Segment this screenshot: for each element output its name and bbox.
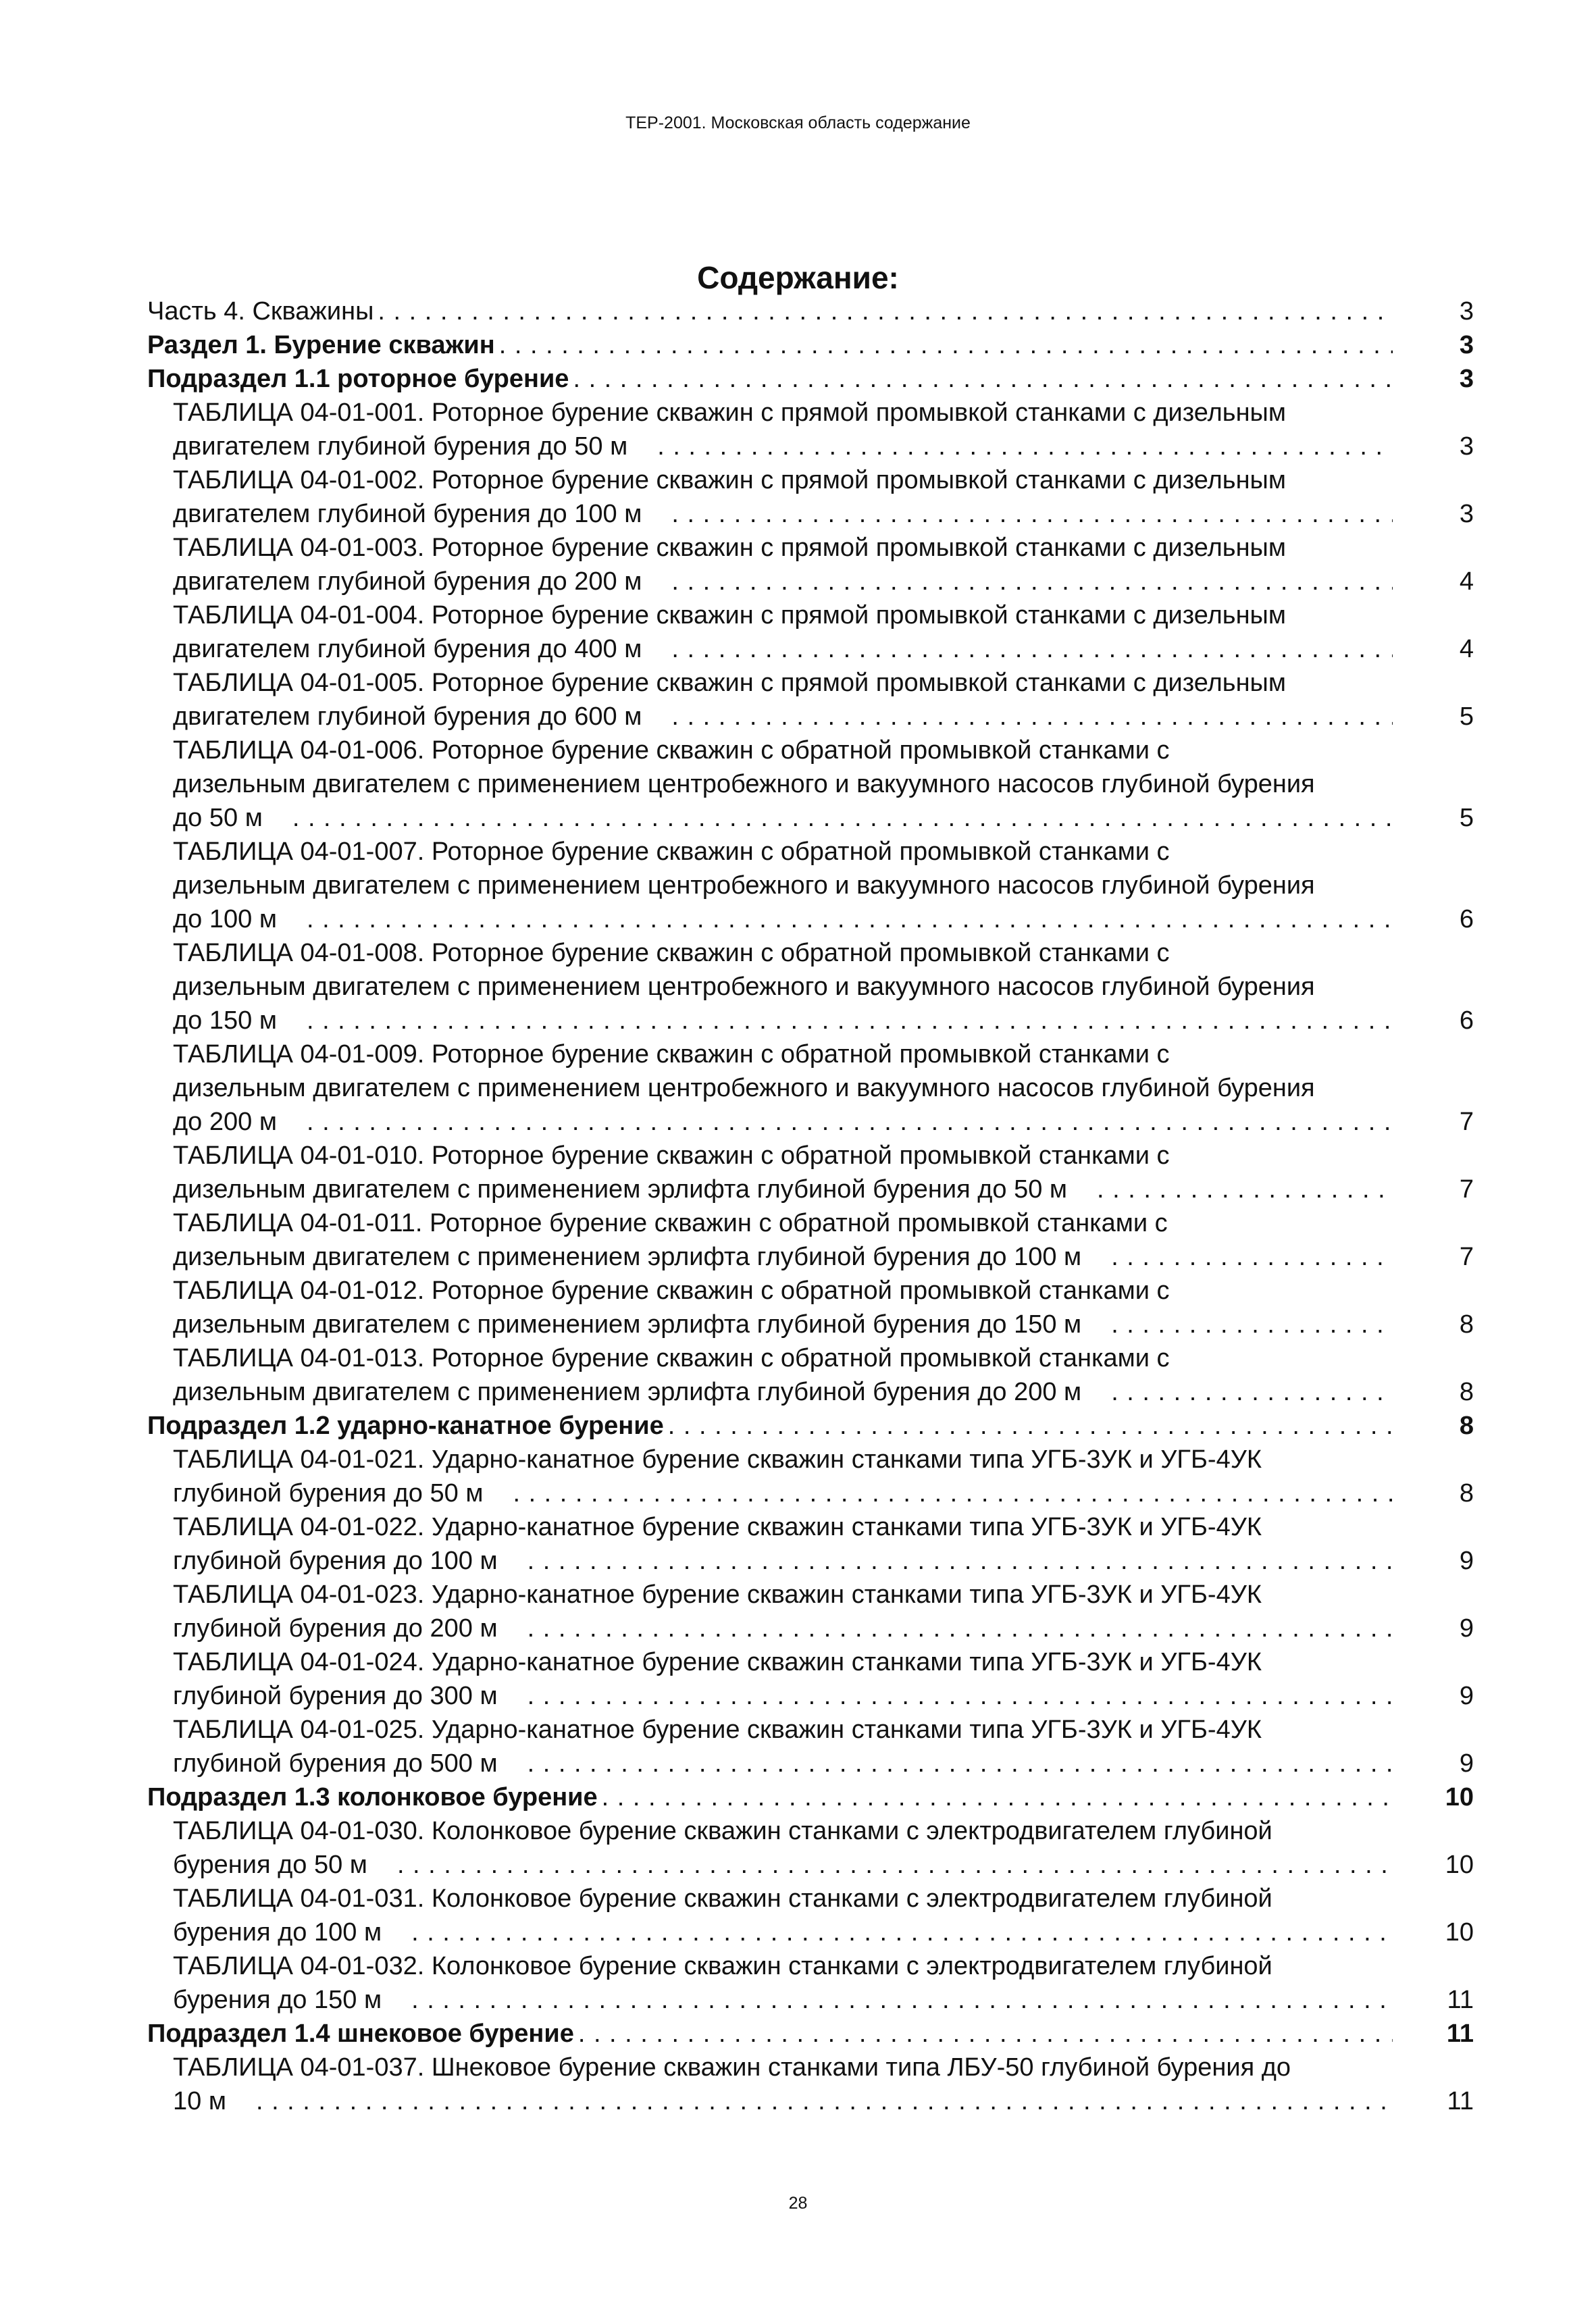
toc-page-number: 3 xyxy=(1459,365,1474,393)
toc-title: Содержание: xyxy=(697,260,899,295)
toc-entry-line: Подраздел 1.1 роторное бурение xyxy=(147,365,569,393)
toc-entry-line: ТАБЛИЦА 04-01-008. Роторное бурение скважин с обратной промывкой станками с xyxy=(173,939,1170,967)
toc-entry[interactable] xyxy=(147,1443,1474,1510)
dot-leader xyxy=(498,1747,1393,1780)
toc-entry[interactable] xyxy=(147,328,1474,362)
toc-page-number: 10 xyxy=(1445,1918,1474,1947)
running-header: ТЕР-2001. Московская область содержание xyxy=(625,113,971,132)
toc-entry[interactable] xyxy=(147,1645,1474,1713)
toc-entry[interactable] xyxy=(147,1037,1474,1139)
toc-entry-line: бурения до 150 м xyxy=(173,1986,382,2014)
toc-entry-text xyxy=(147,294,1393,328)
table-of-contents xyxy=(147,294,1474,2118)
toc-entry[interactable] xyxy=(147,362,1474,396)
toc-page-number: 5 xyxy=(1459,702,1474,731)
toc-entry-text xyxy=(147,1578,1393,1645)
toc-entry-text xyxy=(147,1780,1393,1814)
toc-entry-line: ТАБЛИЦА 04-01-032. Колонковое бурение скважин станками с электродвигателем глубиной xyxy=(173,1952,1272,1980)
toc-page-number: 10 xyxy=(1445,1783,1474,1811)
toc-page-number: 11 xyxy=(1447,1986,1474,2014)
toc-entry-line: бурения до 50 м xyxy=(173,1851,367,1879)
dot-leader xyxy=(569,362,1393,396)
dot-leader xyxy=(574,2017,1393,2051)
toc-entry[interactable] xyxy=(147,294,1474,328)
dot-leader xyxy=(277,1105,1393,1139)
toc-entry-line: ТАБЛИЦА 04-01-004. Роторное бурение скважин с прямой промывкой станками с дизельным xyxy=(173,601,1286,629)
toc-entry[interactable] xyxy=(147,1409,1474,1443)
toc-entry-line: дизельным двигателем с применением эрлифта глубиной бурения до 100 м xyxy=(173,1243,1082,1271)
toc-page-number: 7 xyxy=(1459,1175,1474,1204)
toc-entry-line: ТАБЛИЦА 04-01-021. Ударно-канатное бурение скважин станками типа УГБ-3УК и УГБ-4УК xyxy=(173,1445,1262,1474)
toc-entry-line: Раздел 1. Бурение скважин xyxy=(147,331,495,359)
toc-entry-line: ТАБЛИЦА 04-01-009. Роторное бурение скважин с обратной промывкой станками с xyxy=(173,1040,1170,1069)
toc-entry-line: дизельным двигателем с применением эрлифта глубиной бурения до 200 м xyxy=(173,1378,1082,1406)
toc-entry-text xyxy=(147,1443,1393,1510)
dot-leader xyxy=(498,1612,1393,1645)
dot-leader xyxy=(495,328,1393,362)
toc-entry-text xyxy=(147,1274,1393,1341)
toc-entry-text xyxy=(147,1206,1393,1274)
toc-page-number: 8 xyxy=(1459,1479,1474,1508)
toc-entry-text xyxy=(147,1949,1393,2017)
toc-entry[interactable] xyxy=(147,835,1474,936)
toc-entry-text xyxy=(147,2051,1393,2118)
toc-page-number: 8 xyxy=(1459,1310,1474,1339)
toc-page-number: 5 xyxy=(1459,804,1474,832)
toc-entry-line: ТАБЛИЦА 04-01-005. Роторное бурение скважин с прямой промывкой станками с дизельным xyxy=(173,669,1286,697)
toc-entry-line: глубиной бурения до 50 м xyxy=(173,1479,484,1508)
toc-entry-text xyxy=(147,1409,1393,1443)
toc-entry-text xyxy=(147,1713,1393,1780)
toc-entry-text xyxy=(147,598,1393,666)
dot-leader xyxy=(642,632,1393,666)
toc-entry[interactable] xyxy=(147,463,1474,531)
toc-entry-line: ТАБЛИЦА 04-01-030. Колонковое бурение скважин станками с электродвигателем глубиной xyxy=(173,1817,1272,1845)
toc-entry-text xyxy=(147,1139,1393,1206)
toc-entry-text xyxy=(147,396,1393,463)
toc-page-number: 11 xyxy=(1446,2020,1474,2048)
toc-entry-line: Часть 4. Скважины xyxy=(147,297,374,326)
toc-entry-line: ТАБЛИЦА 04-01-007. Роторное бурение скважин с обратной промывкой станками с xyxy=(173,838,1170,866)
toc-entry[interactable] xyxy=(147,598,1474,666)
toc-page-number: 9 xyxy=(1459,1547,1474,1575)
toc-page-number: 8 xyxy=(1459,1378,1474,1406)
toc-entry[interactable] xyxy=(147,1713,1474,1780)
toc-entry-line: ТАБЛИЦА 04-01-025. Ударно-канатное бурение скважин станками типа УГБ-3УК и УГБ-4УК xyxy=(173,1716,1262,1744)
toc-page-number: 6 xyxy=(1459,1006,1474,1035)
toc-page-number: 7 xyxy=(1459,1243,1474,1271)
toc-page-number: 4 xyxy=(1459,567,1474,596)
toc-entry-line: ТАБЛИЦА 04-01-001. Роторное бурение скважин с прямой промывкой станками с дизельным xyxy=(173,398,1286,427)
toc-entry[interactable] xyxy=(147,1882,1474,1949)
toc-entry-line: 10 м xyxy=(173,2087,226,2115)
dot-leader xyxy=(598,1780,1393,1814)
toc-entry-text xyxy=(147,328,1393,362)
toc-page-number: 11 xyxy=(1447,2087,1474,2115)
toc-entry-line: двигателем глубиной бурения до 50 м xyxy=(173,432,628,461)
toc-entry-text xyxy=(147,362,1393,396)
toc-entry-line: до 100 м xyxy=(173,905,277,933)
toc-entry-line: Подраздел 1.4 шнековое бурение xyxy=(147,2020,574,2048)
toc-entry-line: до 200 м xyxy=(173,1108,277,1136)
toc-page-number: 9 xyxy=(1459,1614,1474,1643)
toc-entry-line: дизельным двигателем с применением центробежного и вакуумного насосов глубиной бурения xyxy=(173,1074,1315,1102)
dot-leader xyxy=(498,1544,1393,1578)
toc-page-number: 8 xyxy=(1459,1412,1474,1440)
toc-entry-text xyxy=(147,2017,1393,2051)
toc-entry[interactable] xyxy=(147,531,1474,598)
dot-leader xyxy=(1081,1240,1393,1274)
page-number: 28 xyxy=(788,2194,808,2213)
toc-entry-line: дизельным двигателем с применением центробежного и вакуумного насосов глубиной бурения xyxy=(173,770,1315,798)
toc-entry[interactable] xyxy=(147,1814,1474,1882)
toc-entry-line: глубиной бурения до 100 м xyxy=(173,1547,498,1575)
toc-entry-line: глубиной бурения до 500 м xyxy=(173,1749,498,1778)
toc-page-number: 6 xyxy=(1459,905,1474,933)
toc-entry-line: дизельным двигателем с применением центробежного и вакуумного насосов глубиной бурения xyxy=(173,871,1315,900)
toc-page-number: 4 xyxy=(1459,635,1474,663)
toc-entry-line: бурения до 100 м xyxy=(173,1918,382,1947)
dot-leader xyxy=(374,294,1393,328)
toc-entry[interactable] xyxy=(147,666,1474,734)
dot-leader xyxy=(1081,1308,1393,1341)
toc-page-number: 9 xyxy=(1459,1749,1474,1778)
toc-entry[interactable] xyxy=(147,1510,1474,1578)
toc-entry[interactable] xyxy=(147,1274,1474,1341)
toc-entry-line: ТАБЛИЦА 04-01-022. Ударно-канатное бурение скважин станками типа УГБ-3УК и УГБ-4УК xyxy=(173,1513,1262,1541)
toc-entry-line: ТАБЛИЦА 04-01-013. Роторное бурение скважин с обратной промывкой станками с xyxy=(173,1344,1170,1372)
toc-entry-text xyxy=(147,463,1393,531)
toc-entry-line: Подраздел 1.2 ударно-канатное бурение xyxy=(147,1412,664,1440)
toc-entry-line: ТАБЛИЦА 04-01-011. Роторное бурение скважин с обратной промывкой станками с xyxy=(173,1209,1168,1237)
toc-entry[interactable] xyxy=(147,1206,1474,1274)
toc-page-number: 7 xyxy=(1459,1108,1474,1136)
toc-entry[interactable] xyxy=(147,1139,1474,1206)
toc-page-number: 10 xyxy=(1445,1851,1474,1879)
dot-leader xyxy=(1067,1173,1393,1206)
dot-leader xyxy=(498,1679,1393,1713)
toc-entry-line: ТАБЛИЦА 04-01-006. Роторное бурение скважин с обратной промывкой станками с xyxy=(173,736,1170,765)
toc-entry-text xyxy=(147,1510,1393,1578)
toc-entry-line: двигателем глубиной бурения до 600 м xyxy=(173,702,642,731)
toc-entry-line: ТАБЛИЦА 04-01-037. Шнековое бурение скважин станками типа ЛБУ-50 глубиной бурения до xyxy=(173,2053,1291,2082)
toc-entry[interactable] xyxy=(147,396,1474,463)
toc-page-number: 3 xyxy=(1459,500,1474,528)
toc-entry-line: ТАБЛИЦА 04-01-023. Ударно-канатное бурение скважин станками типа УГБ-3УК и УГБ-4УК xyxy=(173,1580,1262,1609)
toc-entry-text xyxy=(147,1882,1393,1949)
dot-leader xyxy=(367,1848,1393,1882)
toc-entry-text xyxy=(147,734,1393,835)
toc-entry-line: до 50 м xyxy=(173,804,263,832)
toc-page-number: 3 xyxy=(1459,331,1474,359)
toc-entry-line: ТАБЛИЦА 04-01-012. Роторное бурение скважин с обратной промывкой станками с xyxy=(173,1277,1170,1305)
toc-entry-line: двигателем глубиной бурения до 400 м xyxy=(173,635,642,663)
dot-leader xyxy=(226,2084,1393,2118)
toc-entry-line: глубиной бурения до 300 м xyxy=(173,1682,498,1710)
dot-leader xyxy=(277,1004,1393,1037)
dot-leader xyxy=(382,1916,1393,1949)
toc-entry-line: дизельным двигателем с применением эрлифта глубиной бурения до 50 м xyxy=(173,1175,1068,1204)
toc-entry[interactable] xyxy=(147,734,1474,835)
toc-entry-text xyxy=(147,1341,1393,1409)
toc-entry-line: дизельным двигателем с применением центробежного и вакуумного насосов глубиной бурения xyxy=(173,973,1315,1001)
toc-entry[interactable] xyxy=(147,1780,1474,1814)
toc-entry-text xyxy=(147,1814,1393,1882)
toc-entry-line: дизельным двигателем с применением эрлифта глубиной бурения до 150 м xyxy=(173,1310,1082,1339)
toc-page-number: 3 xyxy=(1459,432,1474,461)
toc-entry[interactable] xyxy=(147,2017,1474,2051)
toc-entry-line: до 150 м xyxy=(173,1006,277,1035)
toc-entry-text xyxy=(147,531,1393,598)
toc-page-number: 9 xyxy=(1459,1682,1474,1710)
dot-leader xyxy=(642,497,1393,531)
toc-entry-line: двигателем глубиной бурения до 100 м xyxy=(173,500,642,528)
dot-leader xyxy=(277,902,1393,936)
toc-entry-line: ТАБЛИЦА 04-01-010. Роторное бурение скважин с обратной промывкой станками с xyxy=(173,1141,1170,1170)
toc-entry-text xyxy=(147,936,1393,1037)
toc-entry-line: ТАБЛИЦА 04-01-031. Колонковое бурение скважин станками с электродвигателем глубиной xyxy=(173,1884,1272,1913)
toc-entry-line: глубиной бурения до 200 м xyxy=(173,1614,498,1643)
dot-leader xyxy=(642,565,1393,598)
toc-entry-line: ТАБЛИЦА 04-01-002. Роторное бурение скважин с прямой промывкой станками с дизельным xyxy=(173,466,1286,494)
dot-leader xyxy=(642,700,1393,734)
toc-entry-line: ТАБЛИЦА 04-01-003. Роторное бурение скважин с прямой промывкой станками с дизельным xyxy=(173,534,1286,562)
toc-entry[interactable] xyxy=(147,1949,1474,2017)
toc-entry[interactable] xyxy=(147,1578,1474,1645)
dot-leader xyxy=(263,801,1393,835)
dot-leader xyxy=(627,430,1393,463)
toc-entry[interactable] xyxy=(147,2051,1474,2118)
dot-leader xyxy=(1081,1375,1393,1409)
toc-entry-line: двигателем глубиной бурения до 200 м xyxy=(173,567,642,596)
toc-page-number: 3 xyxy=(1459,297,1474,326)
dot-leader xyxy=(664,1409,1393,1443)
toc-entry-line: Подраздел 1.3 колонковое бурение xyxy=(147,1783,598,1811)
toc-entry[interactable] xyxy=(147,1341,1474,1409)
toc-entry-text xyxy=(147,835,1393,936)
dot-leader xyxy=(382,1983,1393,2017)
toc-entry-text xyxy=(147,1645,1393,1713)
toc-entry-text xyxy=(147,1037,1393,1139)
toc-entry-text xyxy=(147,666,1393,734)
toc-entry[interactable] xyxy=(147,936,1474,1037)
toc-entry-line: ТАБЛИЦА 04-01-024. Ударно-канатное бурение скважин станками типа УГБ-3УК и УГБ-4УК xyxy=(173,1648,1262,1676)
dot-leader xyxy=(483,1476,1393,1510)
